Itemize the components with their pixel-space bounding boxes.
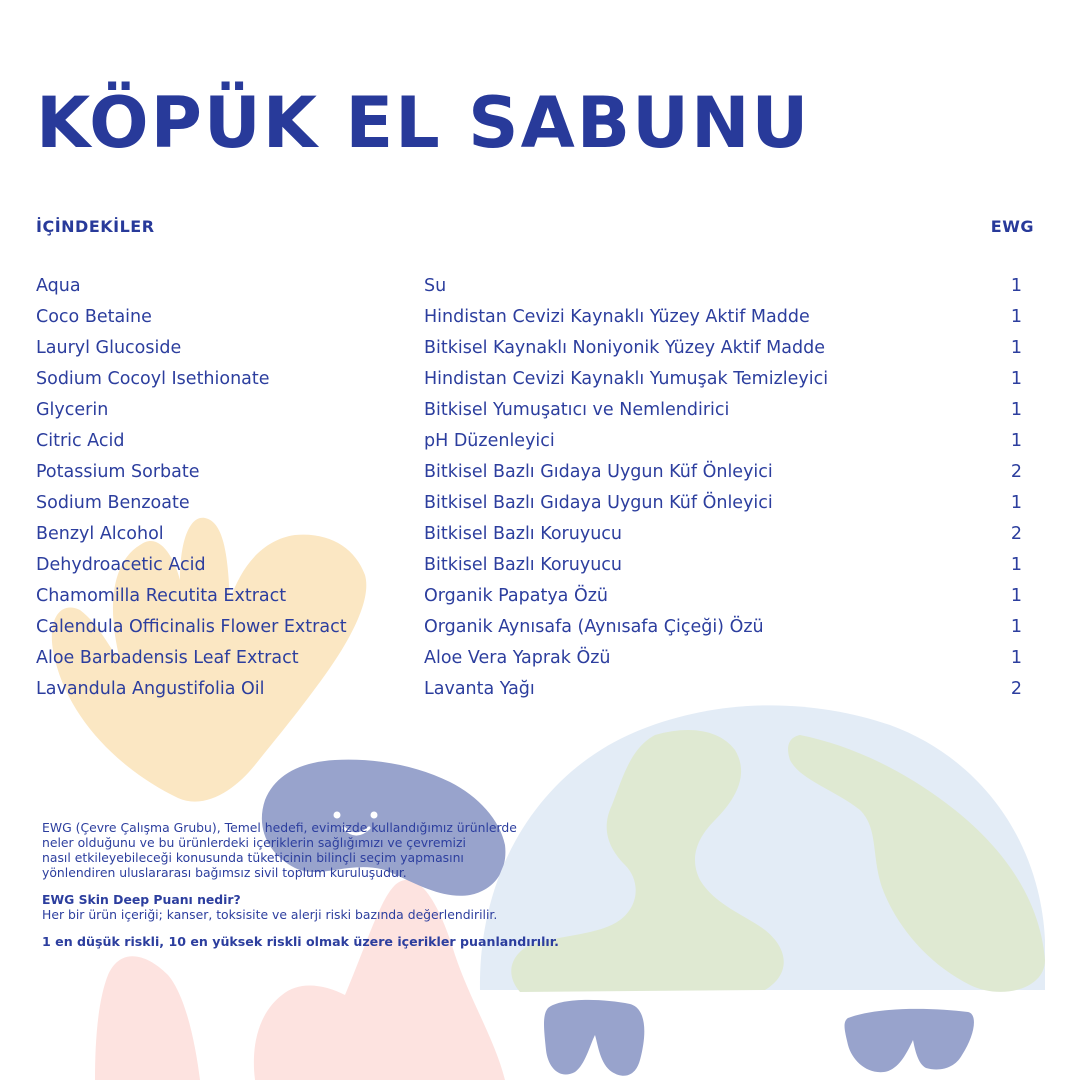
table-row	[36, 425, 1028, 456]
ingredient-description: Lavanta Yağı	[424, 678, 535, 699]
ingredient-name: Coco Betaine	[36, 306, 152, 327]
ingredient-ewg-score: 1	[1010, 616, 1022, 637]
ingredient-name: Glycerin	[36, 399, 109, 420]
table-row	[36, 673, 1028, 704]
ingredient-ewg-score: 2	[1010, 678, 1022, 699]
table-row	[36, 642, 1028, 673]
ingredients-header: İÇİNDEKİLER	[36, 217, 155, 236]
ingredient-ewg-score: 1	[1010, 399, 1022, 420]
ingredient-description: Organik Papatya Özü	[424, 585, 609, 606]
ingredient-description: Bitkisel Yumuşatıcı ve Nemlendirici	[424, 399, 730, 420]
ingredient-name: Sodium Cocoyl Isethionate	[36, 368, 270, 389]
ewg-description-line: neler olduğunu ve bu ürünlerdeki içeriklerin sağlığımızı ve çevremizi	[42, 835, 466, 850]
ingredient-ewg-score: 1	[1010, 430, 1022, 451]
ingredients-table	[36, 270, 1028, 704]
ingredient-name: Calendula Officinalis Flower Extract	[36, 616, 347, 637]
ingredient-name: Dehydroacetic Acid	[36, 554, 206, 575]
table-row	[36, 549, 1028, 580]
ingredient-description: Su	[424, 275, 447, 296]
ewg-description-line: yönlendiren uluslararası bağımsız sivil toplum kuruluşudur.	[42, 865, 407, 880]
ingredient-ewg-score: 1	[1010, 306, 1022, 327]
ingredient-ewg-score: 1	[1010, 337, 1022, 358]
ewg-scale-note: 1 en düşük riskli, 10 en yüksek riskli olmak üzere içerikler puanlandırılır.	[42, 934, 559, 949]
ingredient-description: Bitkisel Bazlı Gıdaya Uygun Küf Önleyici	[424, 461, 773, 482]
ingredient-ewg-score: 1	[1010, 492, 1022, 513]
table-row	[36, 394, 1028, 425]
ingredient-description: Bitkisel Bazlı Koruyucu	[424, 523, 622, 544]
table-row	[36, 580, 1028, 611]
ingredient-ewg-score: 1	[1010, 554, 1022, 575]
ingredient-description: Bitkisel Bazlı Gıdaya Uygun Küf Önleyici	[424, 492, 773, 513]
ingredient-description: Hindistan Cevizi Kaynaklı Yüzey Aktif Madde	[424, 306, 810, 327]
ingredient-ewg-score: 2	[1010, 523, 1022, 544]
ewg-header: EWG	[990, 217, 1034, 236]
ingredient-name: Lavandula Angustifolia Oil	[36, 678, 265, 699]
ingredient-description: Organik Aynısafa (Aynısafa Çiçeği) Özü	[424, 616, 764, 637]
ingredient-description: Bitkisel Bazlı Koruyucu	[424, 554, 622, 575]
ingredient-name: Potassium Sorbate	[36, 461, 200, 482]
table-row	[36, 611, 1028, 642]
table-row	[36, 487, 1028, 518]
ingredient-ewg-score: 1	[1010, 585, 1022, 606]
ingredient-description: Aloe Vera Yaprak Özü	[424, 647, 611, 668]
ingredient-description: Bitkisel Kaynaklı Noniyonik Yüzey Aktif Madde	[424, 337, 825, 358]
table-row	[36, 518, 1028, 549]
table-row	[36, 363, 1028, 394]
ingredient-name: Aqua	[36, 275, 81, 296]
ewg-question: EWG Skin Deep Puanı nedir?	[42, 892, 241, 907]
table-row	[36, 456, 1028, 487]
ingredient-name: Aloe Barbadensis Leaf Extract	[36, 647, 299, 668]
ewg-answer: Her bir ürün içeriği; kanser, toksisite ve alerji riski bazında değerlendirilir.	[42, 907, 498, 922]
ingredient-ewg-score: 1	[1010, 275, 1022, 296]
ingredient-ewg-score: 1	[1010, 368, 1022, 389]
table-row	[36, 332, 1028, 363]
table-row	[36, 270, 1028, 301]
ingredient-description: pH Düzenleyici	[424, 430, 555, 451]
ingredient-ewg-score: 2	[1010, 461, 1022, 482]
ewg-description-line: nasıl etkileyebileceği konusunda tüketicinin bilinçli seçim yapmasını	[42, 850, 464, 865]
ewg-description-line: EWG (Çevre Çalışma Grubu), Temel hedefi, evimizde kullandığımız ürünlerde	[42, 820, 517, 835]
ingredient-name: Citric Acid	[36, 430, 125, 451]
ingredient-ewg-score: 1	[1010, 647, 1022, 668]
ingredient-name: Sodium Benzoate	[36, 492, 190, 513]
ingredient-name: Lauryl Glucoside	[36, 337, 182, 358]
ewg-info-block	[42, 820, 642, 949]
ingredient-name: Chamomilla Recutita Extract	[36, 585, 287, 606]
table-row	[36, 301, 1028, 332]
ingredient-description: Hindistan Cevizi Kaynaklı Yumuşak Temizleyici	[424, 368, 829, 389]
ingredient-name: Benzyl Alcohol	[36, 523, 164, 544]
page-title: KÖPÜK EL SABUNU	[36, 82, 811, 164]
